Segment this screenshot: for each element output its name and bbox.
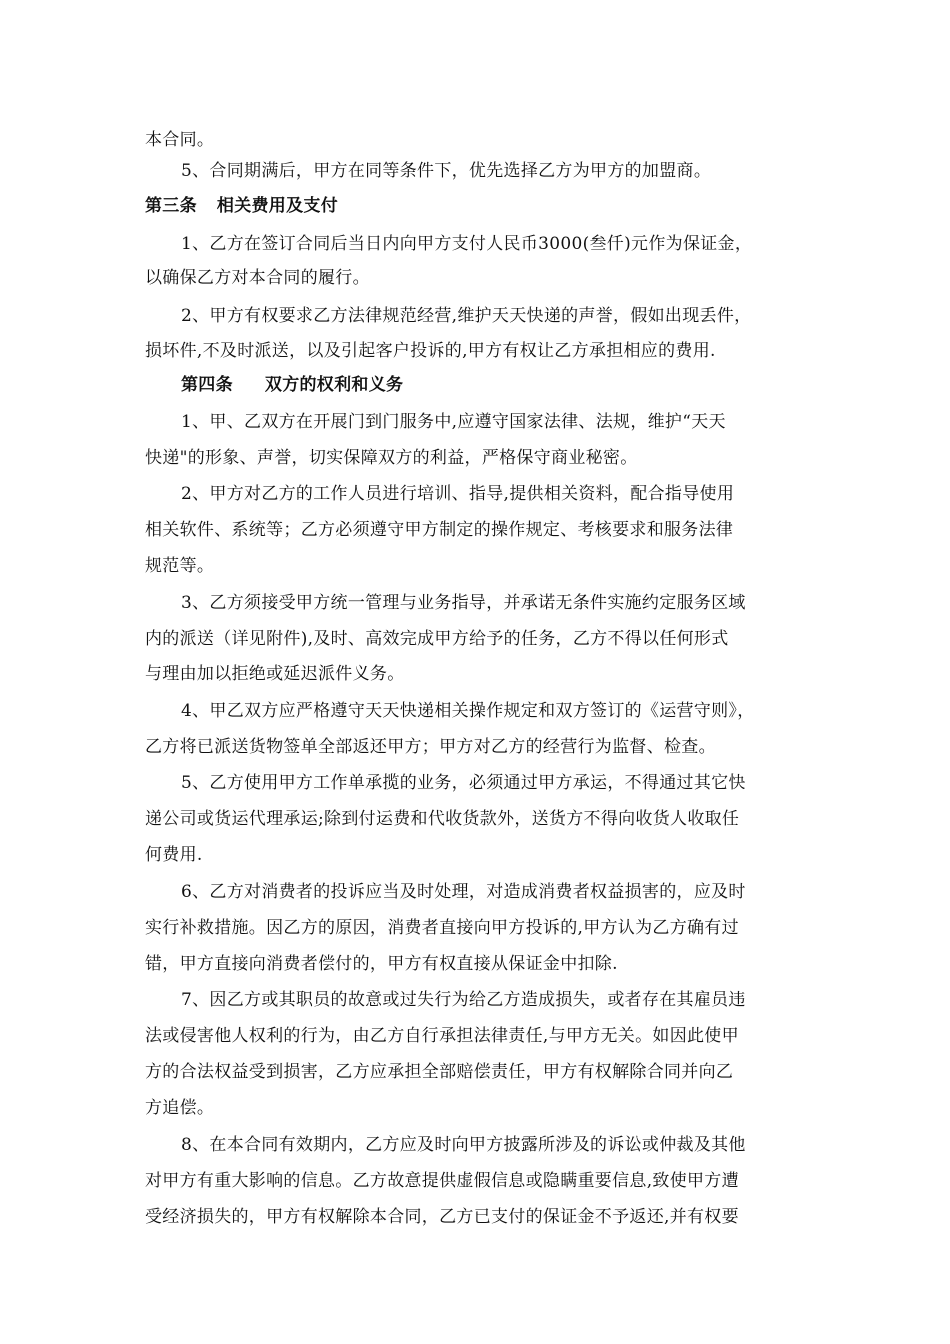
paragraph-line: 2、甲方有权要求乙方法律规范经营,维护天天快递的声誉，假如出现丢件，: [181, 306, 752, 326]
text-line: 与理由加以拒绝或延迟派件义务。: [145, 664, 405, 684]
text-line: 内的派送（详见附件),及时、高效完成甲方给予的任务，乙方不得以任何形式: [145, 629, 729, 649]
paragraph-line: 7、因乙方或其职员的故意或过失行为给乙方造成损失，或者存在其雇员违: [181, 990, 746, 1010]
text-line: 以确保乙方对本合同的履行。: [145, 268, 370, 288]
text-line: 错，甲方直接向消费者偿付的，甲方有权直接从保证金中扣除.: [145, 954, 618, 974]
paragraph-line: 6、乙方对消费者的投诉应当及时处理，对造成消费者权益损害的，应及时: [181, 882, 746, 902]
text-line: 乙方将已派送货物签单全部返还甲方；甲方对乙方的经营行为监督、检查。: [145, 737, 716, 757]
text-line: 对甲方有重大影响的信息。乙方故意提供虚假信息或隐瞒重要信息,致使甲方遭: [145, 1171, 739, 1191]
text-line: 损坏件,不及时派送，以及引起客户投诉的,甲方有权让乙方承担相应的费用.: [145, 341, 716, 361]
text-line: 实行补救措施。因乙方的原因，消费者直接向甲方投诉的,甲方认为乙方确有过: [145, 918, 739, 938]
article-number: 第三条: [145, 196, 197, 216]
paragraph-line: 8、在本合同有效期内，乙方应及时向甲方披露所涉及的诉讼或仲裁及其他: [181, 1135, 746, 1155]
text-line: 递公司或货运代理承运;除到付运费和代收货款外，送货方不得向收货人收取任: [145, 809, 740, 829]
paragraph-line: 5、乙方使用甲方工作单承揽的业务，必须通过甲方承运，不得通过其它快: [181, 773, 746, 793]
paragraph-line: 3、乙方须接受甲方统一管理与业务指导，并承诺无条件实施约定服务区域: [181, 593, 746, 613]
article-number: 第四条: [181, 375, 233, 395]
paragraph-line: 1、乙方在签订合同后当日内向甲方支付人民币3000(叁仟)元作为保证金，: [181, 234, 753, 254]
text-line: 方的合法权益受到损害，乙方应承担全部赔偿责任，甲方有权解除合同并向乙: [145, 1062, 734, 1082]
paragraph-line: 4、甲乙双方应严格遵守天天快递相关操作规定和双方签订的《运营守则》，: [181, 701, 755, 721]
paragraph-line: 1、甲、乙双方在开展门到门服务中,应遵守国家法律、法规，维护“天天: [181, 412, 726, 432]
paragraph-line: 2、甲方对乙方的工作人员进行培训、指导,提供相关资料，配合指导使用: [181, 484, 735, 504]
article-3-heading: [145, 195, 810, 217]
article-title: 双方的权利和义务: [264, 375, 404, 395]
text-line: 快递"的形象、声誉，切实保障双方的利益，严格保守商业秘密。: [145, 448, 638, 468]
text-line: 本合同。: [145, 130, 215, 150]
text-line: 规范等。: [145, 556, 215, 576]
paragraph-line: 5、合同期满后，甲方在同等条件下，优先选择乙方为甲方的加盟商。: [181, 161, 712, 181]
text-line: 何费用.: [145, 845, 203, 865]
article-4-heading: [181, 374, 846, 396]
text-line: 受经济损失的，甲方有权解除本合同，乙方已支付的保证金不予返还,并有权要: [145, 1207, 739, 1227]
article-title: 相关费用及支付: [216, 196, 339, 216]
text-line: 法或侵害他人权利的行为，由乙方自行承担法律责任,与甲方无关。如因此使甲: [145, 1026, 739, 1046]
text-line: 方追偿。: [145, 1098, 215, 1118]
text-line: 相关软件、系统等；乙方必须遵守甲方制定的操作规定、考核要求和服务法律: [145, 520, 734, 540]
